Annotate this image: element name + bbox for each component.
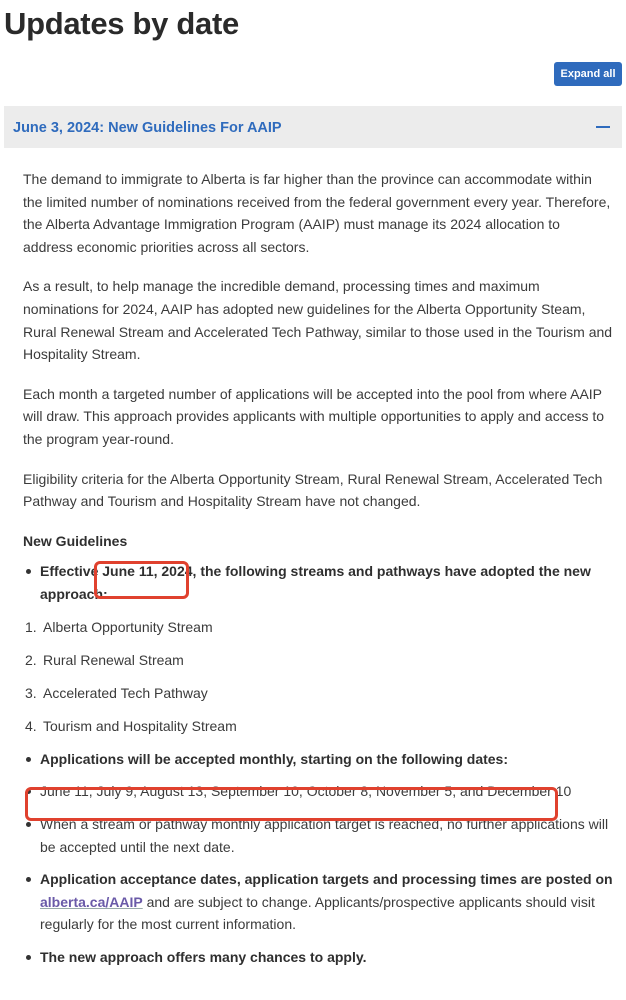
effective-date: June 11, 2024, — [102, 563, 197, 580]
accordion-title[interactable]: June 3, 2024: New Guidelines For AAIP — [13, 120, 282, 136]
list-number: 3. — [25, 684, 37, 701]
list-number: 1. — [25, 618, 37, 635]
bullet-list — [23, 748, 613, 969]
stream-label: Accelerated Tech Pathway — [43, 684, 208, 701]
list-item — [23, 715, 613, 738]
list-item: When a stream or pathway monthly application target is reached, no further applications will be accepted until the next date. — [23, 813, 613, 858]
posted-bold: Application acceptance dates, application targets and processing times are posted on — [40, 871, 613, 888]
paragraph: Each month a targeted number of applications will be accepted into the pool from where AAIP will draw. This approach provides applicants with multiple opportunities to apply and access to the program year-round. — [23, 385, 605, 447]
highlight-box-effective-date — [94, 561, 189, 599]
expand-all-button[interactable]: Expand all — [554, 62, 622, 86]
streams-list — [23, 616, 613, 738]
paragraph: As a result, to help manage the incredible demand, processing times and maximum nominations for 2024, AAIP has adopted new guidelines for the Alberta Opportunity Steam, Rural Renewal Stream and Accelerated Tech Pathway, similar to those used in the Tourism and Hospitality Stream. — [23, 278, 613, 363]
aaip-link[interactable]: alberta.ca/AAIP — [40, 893, 143, 910]
list-number: 4. — [25, 717, 37, 734]
posted-rest: and are subject to change. Applicants/prospective applicants should visit regularly for the most current information. — [40, 893, 595, 933]
effective-suffix: the following streams and pathways have adopted the new approach: — [40, 563, 591, 602]
stream-label: Tourism and Hospitality Stream — [43, 717, 237, 734]
list-item — [23, 649, 613, 672]
stream-label: Rural Renewal Stream — [43, 651, 184, 668]
list-item-dates: June 11, July 9, August 13, September 10, October 8, November 5, and December 10 — [23, 780, 613, 803]
highlight-box-dates — [25, 787, 558, 821]
list-number: 2. — [25, 651, 37, 668]
effective-prefix: Effective — [40, 563, 103, 580]
paragraph: The demand to immigrate to Alberta is far higher than the province can accommodate within the limited number of nominations received from the federal government every year. Therefore, the Alberta Advantage Immigration Program (AAIP) must manage its 2024 allocation to address economic priorities across all sectors. — [23, 171, 611, 255]
minus-icon[interactable] — [596, 126, 610, 128]
accordion-header[interactable] — [4, 106, 622, 148]
subheading: New Guidelines — [23, 532, 128, 549]
paragraph: Eligibility criteria for the Alberta Opportunity Stream, Rural Renewal Stream, Accelerated Tech Pathway and Tourism and Hospitality Stream have not changed. — [23, 470, 603, 510]
list-item — [23, 682, 613, 705]
list-item: The new approach offers many chances to apply. — [23, 946, 613, 969]
page-title: Updates by date — [4, 6, 239, 41]
list-item — [23, 868, 613, 936]
list-item — [23, 616, 613, 639]
stream-label: Alberta Opportunity Stream — [43, 618, 213, 635]
list-item: Applications will be accepted monthly, starting on the following dates: — [23, 748, 613, 771]
